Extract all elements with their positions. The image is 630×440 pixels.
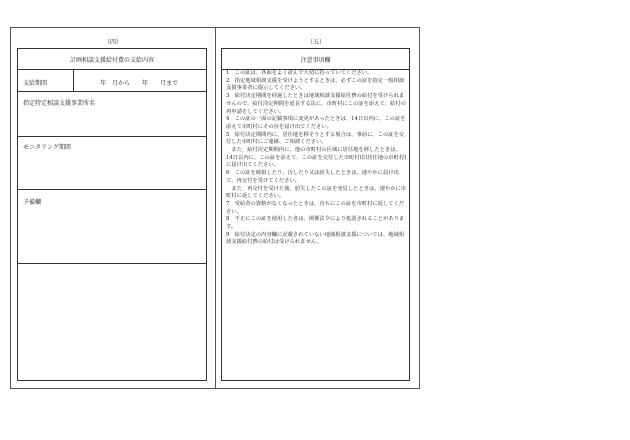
fold-line — [215, 27, 216, 389]
note-item: また、再交付を受けた後、紛失したこの証を発見したときは、速やかに市町村に返してください。 — [226, 185, 407, 200]
note-item: 3 給付決定期間を経過したときは地域相談支援給付費の給付を受けられませんので、給付決定期間を延長する法に、市町村にこの証を添えて、給付の再申請をしてください。 — [226, 93, 406, 115]
note-item: また、給付決定期間内に、他の市町村の区域に居住地を移したときは、14日以内に、この証を添えて、この証を交付した市町村(旧居住地の市町村)に届け出てください。 — [226, 147, 407, 169]
divider — [73, 69, 74, 91]
notes-form — [221, 48, 410, 381]
note-item: 2 指定地域相談支援を受けようとするときは、必ずこの証を指定一般相談支援事業者に提示してください。 — [226, 77, 405, 92]
note-item: 9 給付決定の内容欄に記載されていない地域相談支援については、地域相談支援給付費の給付は受けられません。 — [226, 231, 405, 246]
divider — [18, 69, 206, 70]
period-label: 支給期間 — [23, 80, 48, 87]
office-name-label: 指定特定相談支援事業所名 — [23, 100, 96, 107]
note-item: 8 不正にこの証を使用した者は、関係法令により処罰されることがあります。 — [226, 216, 405, 231]
page-number-right: （五） — [306, 39, 325, 46]
note-item: 1 この証は、各面をよく読んで大切に持っていてください。 — [226, 70, 373, 76]
reserve-field-label: 予備欄 — [23, 199, 42, 206]
divider — [18, 136, 206, 137]
page-number-left: （四） — [103, 39, 122, 46]
note-item: 7 受給者の資格がなくなったときは、直ちにこの証を市町村に返してください。 — [226, 200, 405, 215]
period-value: 年 月から 年 月まで — [100, 80, 179, 87]
notes-title: 注意事項欄 — [300, 57, 331, 64]
monitoring-period-label: モニタリング期間 — [23, 144, 71, 151]
form-title: 計画相談支援給付費の支給内容 — [69, 57, 154, 64]
note-item: 5 給付決定期間内に、居住地を移そうとする場合は、事前に、この証を交付した市町村にご連絡、ご相談ください。 — [226, 131, 405, 146]
divider — [18, 91, 206, 92]
divider — [18, 189, 206, 190]
benefit-content-form — [17, 48, 207, 381]
divider — [18, 263, 206, 264]
note-item: 4 この証の一面の記載事項に変更があったときは、14日以内に、この証を添えて市町村にその旨を届け出てください。 — [226, 116, 406, 130]
note-item: 6 この証を破損したり、汚したり又は紛失したときは、速やかに届け出て、再交付を受けてください。 — [226, 170, 399, 184]
notes-list — [226, 70, 407, 247]
